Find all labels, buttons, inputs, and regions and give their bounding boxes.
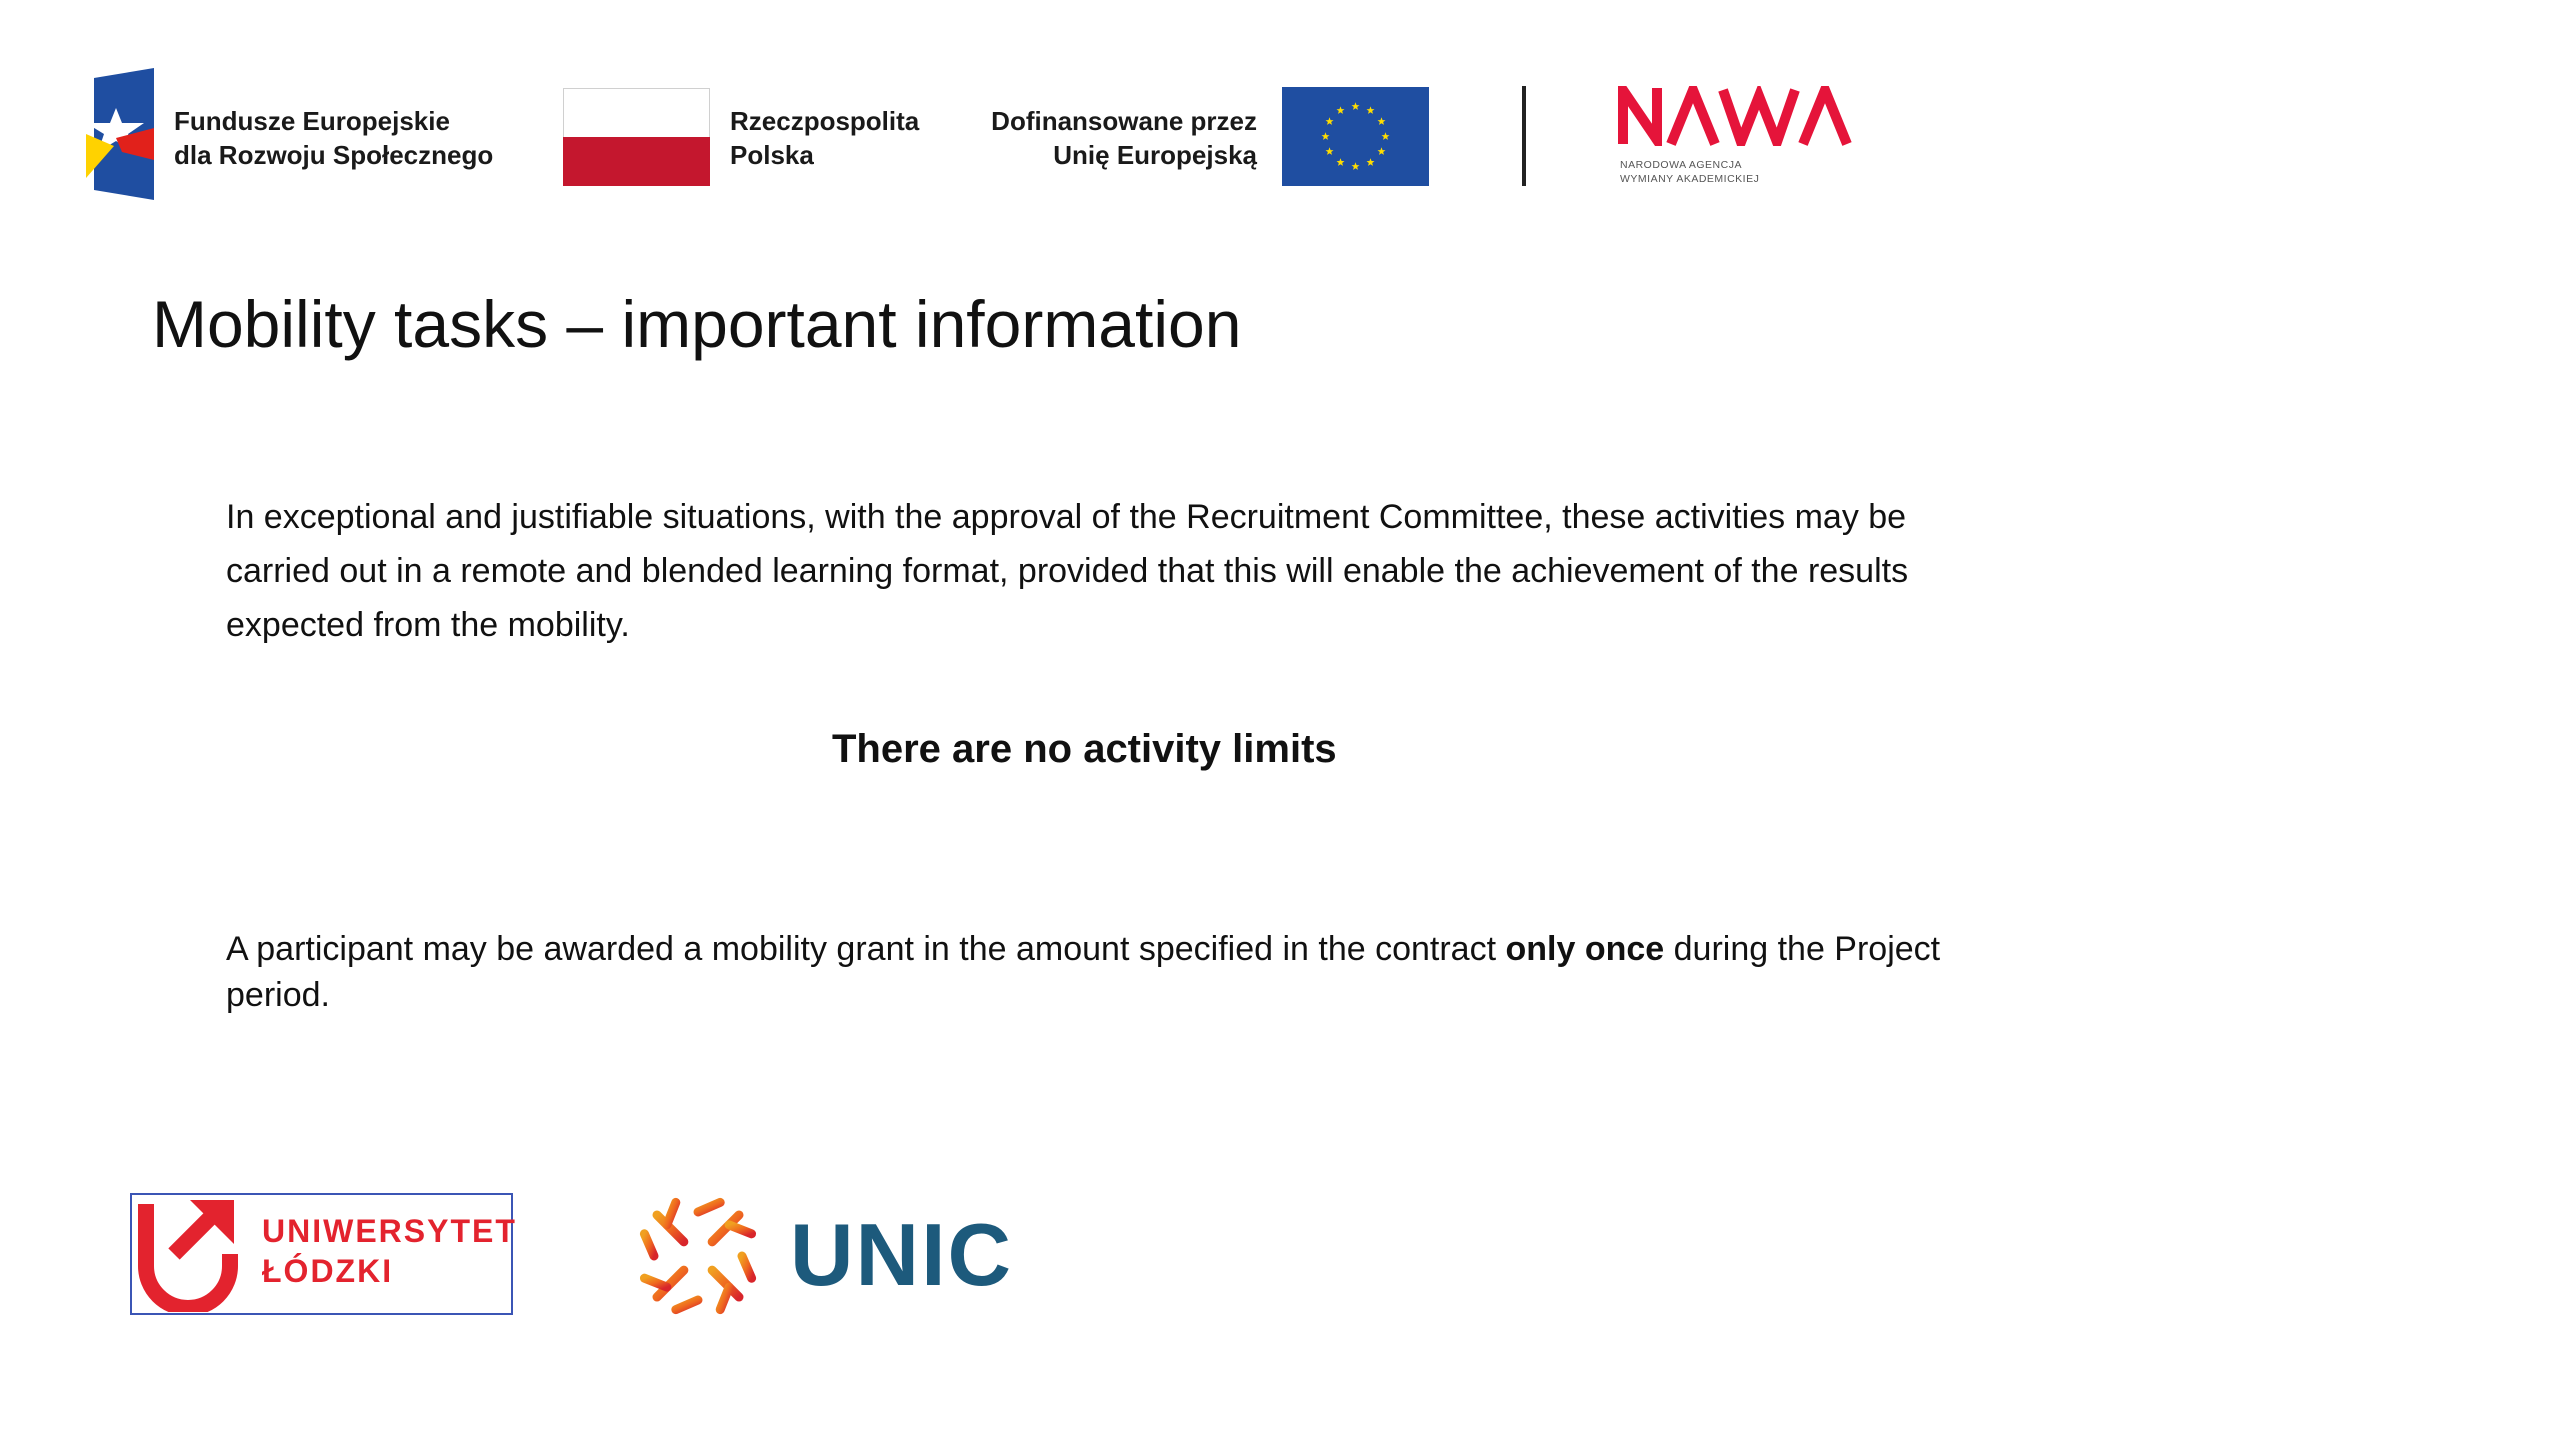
eu-cofinanced-text — [982, 104, 1257, 172]
paragraph-grant-pre: A participant may be awarded a mobility grant in the amount specified in the contract — [226, 930, 1506, 968]
unic-ray-fork — [729, 1225, 751, 1234]
rp-line-2: Polska — [730, 140, 814, 170]
fe-logo-icon — [86, 68, 156, 200]
ul-logo-text — [262, 1211, 517, 1291]
rp-line-1: Rzeczpospolita — [730, 106, 920, 136]
nawa-logo-icon — [1617, 86, 1857, 146]
unic-ray-fork — [720, 1287, 729, 1309]
no-activity-limits-heading: There are no activity limits — [832, 727, 1337, 771]
fe-logo-text — [174, 104, 493, 172]
unic-ray-fork — [667, 1202, 676, 1224]
nawa-sub-line-2: WYMIANY AKADEMICKIEJ — [1620, 173, 1760, 185]
ul-line-1: UNIWERSYTET — [262, 1213, 517, 1249]
polish-flag-icon — [563, 88, 710, 186]
rp-logo-text — [730, 104, 919, 172]
slide-title: Mobility tasks – important information — [152, 287, 1242, 361]
eu-line-1: Dofinansowane przez — [991, 106, 1257, 136]
logo-divider — [1522, 86, 1526, 186]
paragraph-grant-once — [226, 926, 2006, 1018]
unic-ray-fork — [644, 1278, 666, 1287]
fe-line-1: Fundusze Europejskie — [174, 106, 450, 136]
eu-line-2: Unię Europejską — [1053, 140, 1257, 170]
unic-logo-icon — [630, 1188, 766, 1324]
unic-logo-text: UNIC — [790, 1205, 1014, 1304]
eu-flag-icon — [1282, 87, 1429, 186]
nawa-subtitle — [1620, 158, 1759, 186]
paragraph-grant-bold: only once — [1505, 930, 1665, 968]
paragraph-remote-format: In exceptional and justifiable situations, with the approval of the Recruitment Committee, these activities may be carried out in a remote and blended learning format, provided that this will enable the achievement of the results expected from the mobility. — [226, 498, 1909, 644]
paragraph-grant-post: during the Project period. — [226, 930, 1941, 1014]
ul-line-2: ŁÓDZKI — [262, 1253, 394, 1289]
nawa-sub-line-1: NARODOWA AGENCJA — [1620, 159, 1742, 171]
ul-logo-icon — [134, 1196, 242, 1312]
fe-line-2: dla Rozwoju Społecznego — [174, 140, 494, 170]
